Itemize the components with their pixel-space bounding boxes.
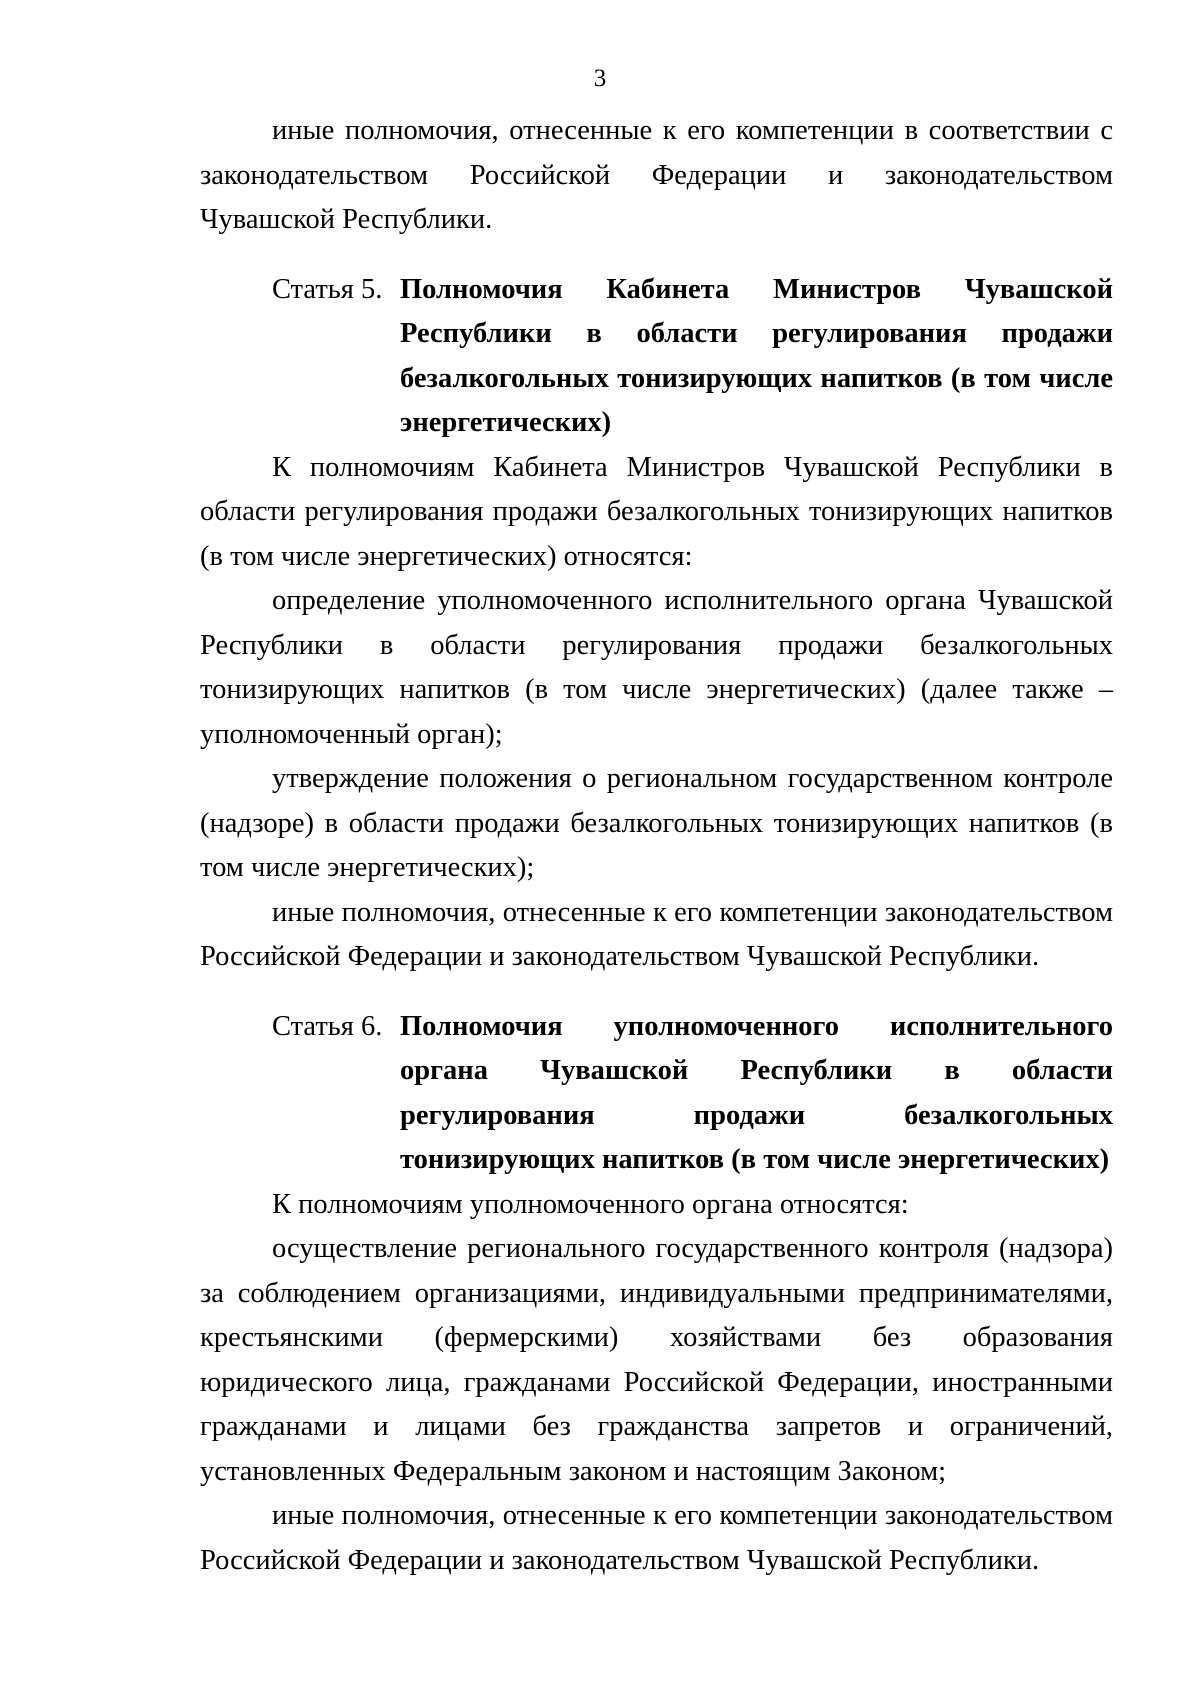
article-5-title: Полномочия Кабинета Министров Чувашской Республики в области регулирования продажи безалкогольных тонизирующих напитков (в том числе энергетических) [400, 273, 1113, 438]
article-6-label: Статья 6. [272, 1010, 383, 1042]
article-6-title: Полномочия уполномоченного исполнительного органа Чувашской Республики в области регулирования продажи безалкогольных тонизирующих напитков (в том числе энергетических) [400, 1010, 1113, 1175]
article-6-heading [272, 1005, 1113, 1183]
paragraph-cabinet-powers-intro: К полномочиям Кабинета Министров Чувашской Республики в области регулирования продажи безалкогольных тонизирующих напитков (в том числе энергетических) относятся: [200, 451, 1113, 572]
paragraph-authority-powers-intro: К полномочиям уполномоченного органа относятся: [272, 1188, 909, 1220]
document-body [200, 109, 1113, 1583]
paragraph-designation-of-authority: определение уполномоченного исполнительного органа Чувашской Республики в области регулирования продажи безалкогольных тонизирующих напитков (в том числе энергетических) (далее также – уполномоченный орган); [200, 585, 1113, 750]
article-5-label: Статья 5. [272, 273, 383, 305]
paragraph-other-powers-article6: иные полномочия, отнесенные к его компетенции законодательством Российской Федерации и законодательством Чувашской Республики. [200, 1500, 1113, 1576]
paragraph-other-powers-article4: иные полномочия, отнесенные к его компетенции в соответствии с законодательством Российской Федерации и законодательством Чувашской Республики. [200, 115, 1113, 235]
article-5-heading [272, 268, 1113, 446]
paragraph-other-powers-article5: иные полномочия, отнесенные к его компетенции законодательством Российской Федерации и законодательством Чувашской Республики. [200, 896, 1113, 972]
page-number: 3 [593, 65, 607, 92]
paragraph-approval-of-regulation: утверждение положения о региональном государственном контроле (надзоре) в области продажи безалкогольных тонизирующих напитков (в том числе энергетических); [200, 763, 1113, 883]
paragraph-state-control: осуществление регионального государственного контроля (надзора) за соблюдением организациями, индивидуальными предпринимателями, крестьянскими (фермерскими) хозяйствами без образования юридического лица, гражданами Российской Федерации, иностранными гражданами и лицами без гражданства запретов и ограничений, установленных Федеральным законом и настоящим Законом; [200, 1233, 1113, 1487]
